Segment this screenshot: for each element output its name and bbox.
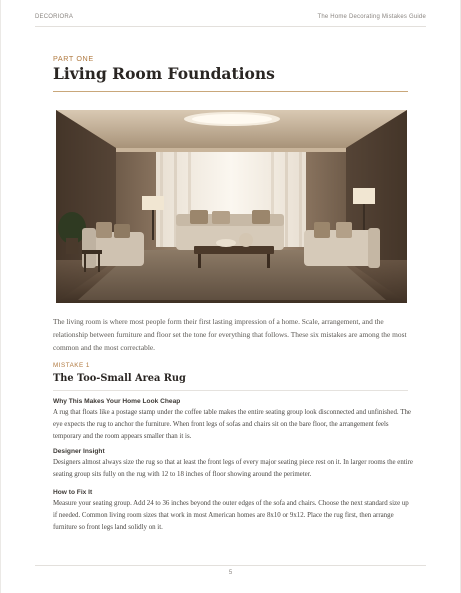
living-room-photo (56, 110, 407, 303)
intro-paragraph: The living room is where most people form their first lasting impression of a home. Scale, arrangement, and the relationship between furniture and floor set the tone for everything that follows. These six mistakes are among the most common and the most correctable. (53, 317, 407, 353)
paragraph-how-to-fix: Measure your seating group. Add 24 to 36 inches beyond the outer edges of the sofa and chairs. Choose the next standard size up if needed. Common living room sizes that work in most American homes are 8x10 or 9x12. Place the rug first, then arrange furniture so front legs land solidly on it. (53, 500, 409, 532)
part-label: PART ONE (53, 54, 94, 63)
header-divider (35, 26, 426, 27)
guide-title: The Home Decorating Mistakes Guide (317, 14, 426, 20)
paragraph-why-cheap: A rug that floats like a postage stamp under the coffee table makes the entire seating group look disconnected and unfinished. The eye expects the rug to anchor the furniture. When front legs of sofas and chairs sit on the bare floor, the arrangement feels temporary and the room appears smaller than it is. (53, 409, 411, 441)
chapter-title: Living Room Foundations (53, 64, 275, 83)
mistake-title: The Too-Small Area Rug (53, 373, 186, 384)
subheading-how-to-fix: How to Fix It (53, 489, 93, 496)
page-number: 5 (228, 570, 233, 576)
footer-divider (35, 565, 426, 566)
paragraph-designer-insight: Designers almost always size the rug so that at least the front legs of every major seating piece rest on it. In larger rooms the entire seating group sits fully on the rug with 12 to 18 inches of floor showing around the perimeter. (53, 459, 413, 479)
title-divider (53, 91, 408, 92)
subheading-designer-insight: Designer Insight (53, 448, 105, 455)
living-room-illustration (56, 110, 407, 303)
mistake-divider (53, 390, 408, 391)
subheading-why-cheap: Why This Makes Your Home Look Cheap (53, 398, 181, 405)
running-header (35, 14, 426, 20)
mistake-label: MISTAKE 1 (53, 362, 90, 369)
brand-name: DECORIORA (35, 14, 74, 20)
document-page (1, 0, 460, 593)
